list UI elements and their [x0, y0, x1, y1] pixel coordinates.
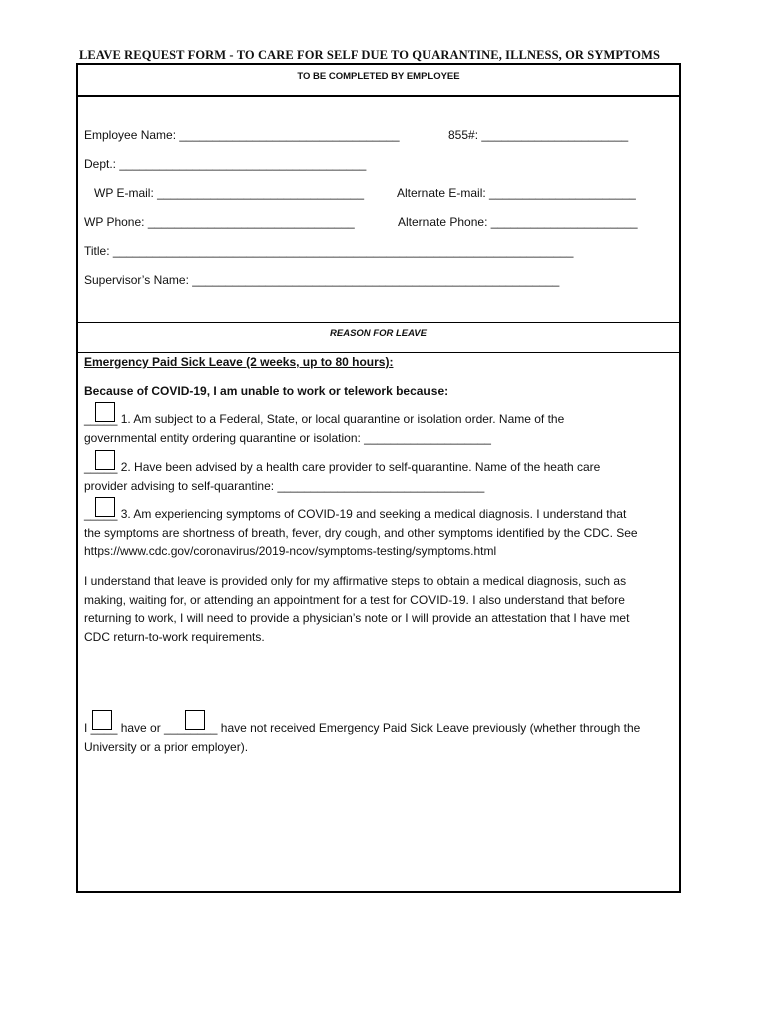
id-855-field[interactable]: 855#: ______________________: [448, 128, 629, 142]
title-field[interactable]: Title: _____________________________________________________________________: [84, 244, 574, 258]
because-line: Because of COVID-19, I am unable to work or telework because:: [84, 384, 449, 398]
section-divider: [78, 352, 679, 353]
dept-field[interactable]: Dept.: _____________________________________: [84, 157, 367, 171]
leave-request-form: [76, 63, 681, 893]
option2-text: _____ 2. Have been advised by a health care provider to self-quarantine. Name of the heath care provider advising to self-quarantine: _______________________________: [84, 460, 601, 493]
alt-phone-field[interactable]: Alternate Phone: ______________________: [398, 215, 638, 229]
employee-section-header: TO BE COMPLETED BY EMPLOYEE: [297, 71, 460, 82]
understand-paragraph: I understand that leave is provided only for my affirmative steps to obtain a medical diagnosis, such as making, waiting for, or attending an appointment for a test for COVID-19. I also understand that before returning to work, I will need to provide a physician’s note or I will provide an attestation that I have met CDC return-to-work requirements.: [84, 574, 630, 644]
alt-email-field[interactable]: Alternate E-mail: ______________________: [397, 186, 636, 200]
supervisor-field[interactable]: Supervisor’s Name: _______________________________________________________: [84, 273, 560, 287]
option1-text: _____ 1. Am subject to a Federal, State, or local quarantine or isolation order. Name of the governmental entity ordering quarantine or isolation: ___________________: [84, 412, 565, 445]
form-title: LEAVE REQUEST FORM - TO CARE FOR SELF DUE TO QUARANTINE, ILLNESS, OR SYMPTOMS: [79, 48, 661, 62]
employee-name-field[interactable]: Employee Name: _________________________________: [84, 128, 400, 142]
leave-heading: Emergency Paid Sick Leave (2 weeks, up to 80 hours):: [84, 355, 394, 369]
prior-leave-text: I ____ have or ________ have not received Emergency Paid Sick Leave previously (whether through the University or a prior employer).: [84, 721, 641, 754]
reason-section-header: REASON FOR LEAVE: [330, 328, 427, 339]
option3-text: _____ 3. Am experiencing symptoms of COVID-19 and seeking a medical diagnosis. I understand that the symptoms are shortness of breath, fever, dry cough, and other symptoms identified by the CDC. See https://www.cdc.gov/coronavirus/2019-ncov/symptoms-testing/symptoms.html: [84, 507, 638, 558]
wp-phone-field[interactable]: WP Phone: _______________________________: [84, 215, 355, 229]
section-divider: [78, 322, 679, 323]
section-divider: [78, 95, 679, 97]
wp-email-field[interactable]: WP E-mail: _______________________________: [94, 186, 365, 200]
